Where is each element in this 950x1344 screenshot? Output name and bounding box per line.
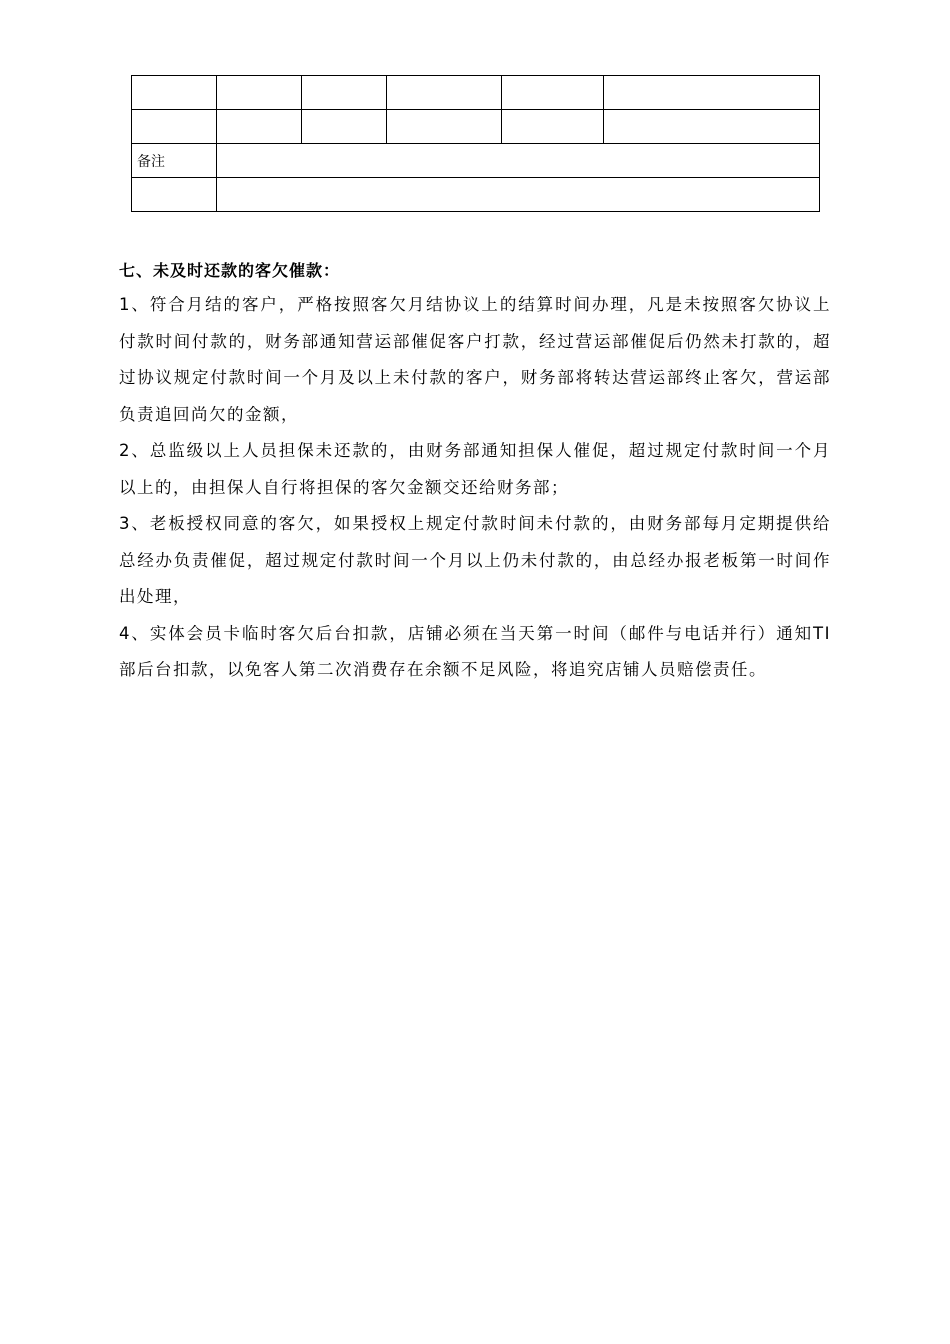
table-cell [132, 76, 217, 110]
table-cell [132, 178, 217, 212]
paragraph-3: 3、老板授权同意的客欠，如果授权上规定付款时间未付款的，由财务部每月定期提供给总经办负责催促，超过规定付款时间一个月以上仍未付款的，由总经办报老板第一时间作出处理， [119, 514, 831, 606]
paragraph-2: 2、总监级以上人员担保未还款的，由财务部通知担保人催促，超过规定付款时间一个月以上的，由担保人自行将担保的客欠金额交还给财务部； [119, 441, 831, 497]
section-body [119, 287, 831, 689]
table-cell [217, 178, 820, 212]
section-heading: 七、未及时还款的客欠催款： [119, 261, 341, 280]
paragraph-4: 4、实体会员卡临时客欠后台扣款，店铺必须在当天第一时间（邮件与电话并行）通知TI部后台扣款，以免客人第二次消费存在余额不足风险，将追究店铺人员赔偿责任。 [119, 623, 831, 679]
remark-row [132, 144, 820, 178]
table-cell [387, 76, 502, 110]
table-cell [604, 76, 820, 110]
table-row [132, 76, 820, 110]
table-cell [387, 110, 502, 144]
paragraph-1: 1、符合月结的客户，严格按照客欠月结协议上的结算时间办理，凡是未按照客欠协议上付款时间付款的，财务部通知营运部催促客户打款，经过营运部催促后仍然未打款的，超过协议规定付款时间一个月及以上未付款的客户，财务部将转达营运部终止客欠，营运部负责追回尚欠的金额， [119, 295, 831, 424]
table-cell [217, 76, 302, 110]
table-cell [302, 110, 387, 144]
remark-label: 备注 [132, 144, 217, 178]
table-cell [502, 110, 604, 144]
remark-value [217, 144, 820, 178]
table-cell [604, 110, 820, 144]
table-cell [132, 110, 217, 144]
table-cell [502, 76, 604, 110]
table-cell [302, 76, 387, 110]
table-row [132, 178, 820, 212]
form-table [131, 75, 820, 212]
table-cell [217, 110, 302, 144]
table-row [132, 110, 820, 144]
